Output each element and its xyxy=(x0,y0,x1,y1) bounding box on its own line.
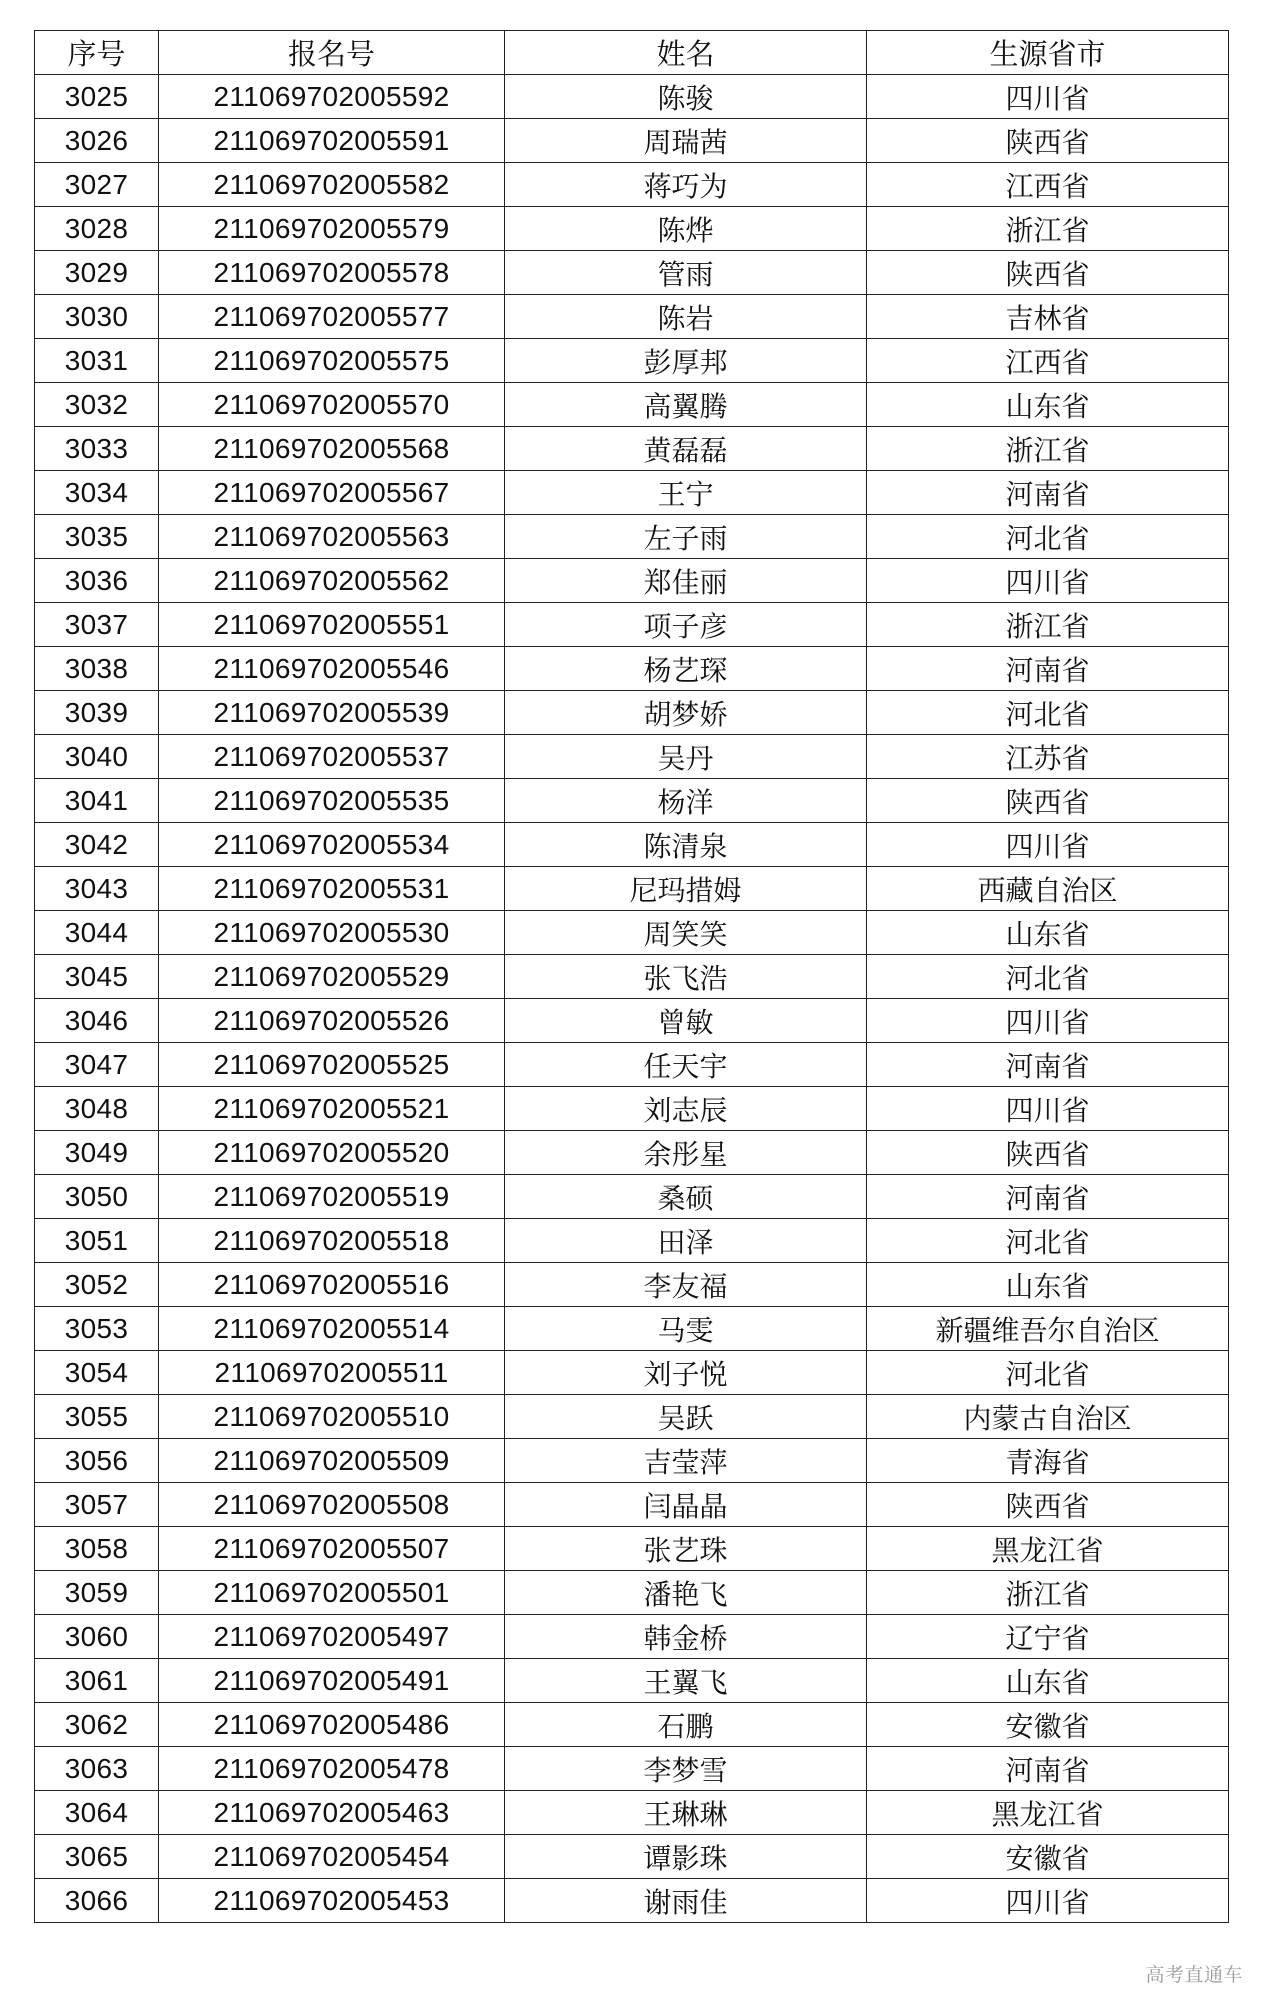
cell-seq: 3058 xyxy=(35,1527,159,1571)
cell-name: 任天宇 xyxy=(505,1043,867,1087)
cell-source-province: 四川省 xyxy=(867,999,1229,1043)
cell-registration-number: 211069702005511 xyxy=(159,1351,505,1395)
cell-registration-number: 211069702005546 xyxy=(159,647,505,691)
cell-name: 马雯 xyxy=(505,1307,867,1351)
cell-seq: 3032 xyxy=(35,383,159,427)
table-row xyxy=(35,1791,1229,1835)
cell-seq: 3060 xyxy=(35,1615,159,1659)
table-row xyxy=(35,1351,1229,1395)
cell-seq: 3064 xyxy=(35,1791,159,1835)
table-header-row xyxy=(35,31,1229,75)
cell-source-province: 河北省 xyxy=(867,515,1229,559)
table-row xyxy=(35,339,1229,383)
cell-source-province: 青海省 xyxy=(867,1439,1229,1483)
table-row xyxy=(35,1219,1229,1263)
table-row xyxy=(35,1043,1229,1087)
cell-name: 闫晶晶 xyxy=(505,1483,867,1527)
cell-registration-number: 211069702005567 xyxy=(159,471,505,515)
cell-source-province: 四川省 xyxy=(867,559,1229,603)
cell-name: 桑硕 xyxy=(505,1175,867,1219)
cell-source-province: 陕西省 xyxy=(867,1131,1229,1175)
cell-seq: 3059 xyxy=(35,1571,159,1615)
table-row xyxy=(35,515,1229,559)
admission-list-table-container xyxy=(34,30,1228,1923)
cell-registration-number: 211069702005478 xyxy=(159,1747,505,1791)
cell-name: 蒋巧为 xyxy=(505,163,867,207)
cell-seq: 3050 xyxy=(35,1175,159,1219)
table-row xyxy=(35,1747,1229,1791)
table-row xyxy=(35,383,1229,427)
cell-seq: 3063 xyxy=(35,1747,159,1791)
table-row xyxy=(35,163,1229,207)
table-row xyxy=(35,1571,1229,1615)
cell-seq: 3028 xyxy=(35,207,159,251)
table-row xyxy=(35,1131,1229,1175)
cell-name: 周笑笑 xyxy=(505,911,867,955)
cell-seq: 3061 xyxy=(35,1659,159,1703)
table-row xyxy=(35,823,1229,867)
cell-name: 彭厚邦 xyxy=(505,339,867,383)
cell-registration-number: 211069702005530 xyxy=(159,911,505,955)
cell-seq: 3043 xyxy=(35,867,159,911)
cell-name: 项子彦 xyxy=(505,603,867,647)
cell-registration-number: 211069702005453 xyxy=(159,1879,505,1923)
cell-seq: 3055 xyxy=(35,1395,159,1439)
table-row xyxy=(35,735,1229,779)
cell-name: 张飞浩 xyxy=(505,955,867,999)
admission-list-table xyxy=(34,30,1229,1923)
cell-source-province: 山东省 xyxy=(867,383,1229,427)
cell-seq: 3025 xyxy=(35,75,159,119)
cell-seq: 3029 xyxy=(35,251,159,295)
table-row xyxy=(35,1307,1229,1351)
cell-seq: 3051 xyxy=(35,1219,159,1263)
cell-registration-number: 211069702005525 xyxy=(159,1043,505,1087)
cell-registration-number: 211069702005507 xyxy=(159,1527,505,1571)
cell-registration-number: 211069702005562 xyxy=(159,559,505,603)
table-body xyxy=(35,75,1229,1923)
table-row xyxy=(35,1879,1229,1923)
cell-seq: 3038 xyxy=(35,647,159,691)
table-row xyxy=(35,1527,1229,1571)
cell-source-province: 河北省 xyxy=(867,1219,1229,1263)
header-seq: 序号 xyxy=(35,31,159,75)
cell-seq: 3039 xyxy=(35,691,159,735)
cell-source-province: 河南省 xyxy=(867,1747,1229,1791)
cell-name: 吉莹萍 xyxy=(505,1439,867,1483)
cell-seq: 3044 xyxy=(35,911,159,955)
cell-source-province: 浙江省 xyxy=(867,603,1229,647)
cell-seq: 3047 xyxy=(35,1043,159,1087)
cell-registration-number: 211069702005591 xyxy=(159,119,505,163)
cell-registration-number: 211069702005486 xyxy=(159,1703,505,1747)
table-row xyxy=(35,1395,1229,1439)
cell-registration-number: 211069702005535 xyxy=(159,779,505,823)
table-row xyxy=(35,251,1229,295)
cell-registration-number: 211069702005526 xyxy=(159,999,505,1043)
table-row xyxy=(35,75,1229,119)
cell-name: 黄磊磊 xyxy=(505,427,867,471)
cell-registration-number: 211069702005501 xyxy=(159,1571,505,1615)
cell-source-province: 浙江省 xyxy=(867,427,1229,471)
table-row xyxy=(35,119,1229,163)
table-row xyxy=(35,295,1229,339)
cell-name: 王宁 xyxy=(505,471,867,515)
cell-source-province: 辽宁省 xyxy=(867,1615,1229,1659)
table-row xyxy=(35,911,1229,955)
cell-source-province: 江西省 xyxy=(867,339,1229,383)
cell-source-province: 陕西省 xyxy=(867,1483,1229,1527)
header-source-province: 生源省市 xyxy=(867,31,1229,75)
cell-registration-number: 211069702005551 xyxy=(159,603,505,647)
table-row xyxy=(35,427,1229,471)
table-header xyxy=(35,31,1229,75)
cell-name: 李友福 xyxy=(505,1263,867,1307)
cell-name: 陈清泉 xyxy=(505,823,867,867)
cell-name: 陈烨 xyxy=(505,207,867,251)
cell-seq: 3035 xyxy=(35,515,159,559)
cell-source-province: 江西省 xyxy=(867,163,1229,207)
cell-registration-number: 211069702005520 xyxy=(159,1131,505,1175)
cell-seq: 3046 xyxy=(35,999,159,1043)
cell-name: 杨艺琛 xyxy=(505,647,867,691)
table-row xyxy=(35,1439,1229,1483)
table-row xyxy=(35,1175,1229,1219)
cell-source-province: 河南省 xyxy=(867,647,1229,691)
cell-source-province: 四川省 xyxy=(867,75,1229,119)
cell-name: 石鹏 xyxy=(505,1703,867,1747)
cell-source-province: 陕西省 xyxy=(867,779,1229,823)
table-row xyxy=(35,1483,1229,1527)
table-row xyxy=(35,1263,1229,1307)
cell-source-province: 四川省 xyxy=(867,823,1229,867)
cell-source-province: 江苏省 xyxy=(867,735,1229,779)
cell-source-province: 新疆维吾尔自治区 xyxy=(867,1307,1229,1351)
cell-registration-number: 211069702005579 xyxy=(159,207,505,251)
cell-registration-number: 211069702005563 xyxy=(159,515,505,559)
cell-registration-number: 211069702005531 xyxy=(159,867,505,911)
cell-source-province: 河南省 xyxy=(867,471,1229,515)
cell-source-province: 山东省 xyxy=(867,911,1229,955)
cell-seq: 3042 xyxy=(35,823,159,867)
cell-name: 尼玛措姆 xyxy=(505,867,867,911)
cell-registration-number: 211069702005510 xyxy=(159,1395,505,1439)
table-row xyxy=(35,603,1229,647)
cell-registration-number: 211069702005514 xyxy=(159,1307,505,1351)
cell-name: 王琳琳 xyxy=(505,1791,867,1835)
cell-seq: 3036 xyxy=(35,559,159,603)
cell-seq: 3066 xyxy=(35,1879,159,1923)
header-registration-number: 报名号 xyxy=(159,31,505,75)
header-name: 姓名 xyxy=(505,31,867,75)
cell-source-province: 浙江省 xyxy=(867,1571,1229,1615)
cell-source-province: 安徽省 xyxy=(867,1835,1229,1879)
cell-name: 管雨 xyxy=(505,251,867,295)
table-row xyxy=(35,207,1229,251)
table-row xyxy=(35,1659,1229,1703)
cell-registration-number: 211069702005577 xyxy=(159,295,505,339)
cell-registration-number: 211069702005516 xyxy=(159,1263,505,1307)
table-row xyxy=(35,471,1229,515)
cell-source-province: 山东省 xyxy=(867,1263,1229,1307)
cell-seq: 3048 xyxy=(35,1087,159,1131)
cell-name: 余彤星 xyxy=(505,1131,867,1175)
cell-source-province: 黑龙江省 xyxy=(867,1791,1229,1835)
cell-source-province: 河北省 xyxy=(867,1351,1229,1395)
cell-registration-number: 211069702005575 xyxy=(159,339,505,383)
cell-source-province: 河南省 xyxy=(867,1043,1229,1087)
watermark-text: 高考直通车 xyxy=(1145,1964,1243,1986)
table-row xyxy=(35,955,1229,999)
cell-source-province: 吉林省 xyxy=(867,295,1229,339)
cell-registration-number: 211069702005529 xyxy=(159,955,505,999)
cell-registration-number: 211069702005508 xyxy=(159,1483,505,1527)
cell-name: 左子雨 xyxy=(505,515,867,559)
cell-name: 谢雨佳 xyxy=(505,1879,867,1923)
cell-name: 周瑞茜 xyxy=(505,119,867,163)
cell-seq: 3033 xyxy=(35,427,159,471)
table-row xyxy=(35,647,1229,691)
cell-seq: 3052 xyxy=(35,1263,159,1307)
cell-name: 吴跃 xyxy=(505,1395,867,1439)
cell-registration-number: 211069702005534 xyxy=(159,823,505,867)
cell-registration-number: 211069702005539 xyxy=(159,691,505,735)
cell-name: 潘艳飞 xyxy=(505,1571,867,1615)
cell-registration-number: 211069702005509 xyxy=(159,1439,505,1483)
cell-source-province: 山东省 xyxy=(867,1659,1229,1703)
cell-registration-number: 211069702005521 xyxy=(159,1087,505,1131)
cell-source-province: 安徽省 xyxy=(867,1703,1229,1747)
cell-name: 张艺珠 xyxy=(505,1527,867,1571)
cell-source-province: 四川省 xyxy=(867,1879,1229,1923)
table-row xyxy=(35,999,1229,1043)
cell-name: 谭影珠 xyxy=(505,1835,867,1879)
cell-seq: 3030 xyxy=(35,295,159,339)
cell-source-province: 浙江省 xyxy=(867,207,1229,251)
cell-seq: 3049 xyxy=(35,1131,159,1175)
cell-source-province: 河北省 xyxy=(867,691,1229,735)
cell-seq: 3065 xyxy=(35,1835,159,1879)
cell-seq: 3037 xyxy=(35,603,159,647)
cell-seq: 3054 xyxy=(35,1351,159,1395)
cell-name: 郑佳丽 xyxy=(505,559,867,603)
table-row xyxy=(35,1703,1229,1747)
cell-registration-number: 211069702005454 xyxy=(159,1835,505,1879)
cell-seq: 3056 xyxy=(35,1439,159,1483)
cell-source-province: 河南省 xyxy=(867,1175,1229,1219)
cell-source-province: 内蒙古自治区 xyxy=(867,1395,1229,1439)
cell-seq: 3057 xyxy=(35,1483,159,1527)
cell-name: 曾敏 xyxy=(505,999,867,1043)
table-row xyxy=(35,1835,1229,1879)
cell-registration-number: 211069702005578 xyxy=(159,251,505,295)
cell-name: 刘子悦 xyxy=(505,1351,867,1395)
cell-name: 李梦雪 xyxy=(505,1747,867,1791)
cell-seq: 3031 xyxy=(35,339,159,383)
cell-name: 陈岩 xyxy=(505,295,867,339)
cell-seq: 3034 xyxy=(35,471,159,515)
cell-registration-number: 211069702005592 xyxy=(159,75,505,119)
cell-seq: 3027 xyxy=(35,163,159,207)
table-row xyxy=(35,1615,1229,1659)
cell-source-province: 河北省 xyxy=(867,955,1229,999)
cell-seq: 3062 xyxy=(35,1703,159,1747)
cell-registration-number: 211069702005537 xyxy=(159,735,505,779)
cell-registration-number: 211069702005518 xyxy=(159,1219,505,1263)
cell-source-province: 四川省 xyxy=(867,1087,1229,1131)
table-row xyxy=(35,779,1229,823)
table-row xyxy=(35,867,1229,911)
cell-name: 韩金桥 xyxy=(505,1615,867,1659)
cell-registration-number: 211069702005519 xyxy=(159,1175,505,1219)
cell-name: 吴丹 xyxy=(505,735,867,779)
table-row xyxy=(35,559,1229,603)
cell-name: 胡梦娇 xyxy=(505,691,867,735)
cell-registration-number: 211069702005568 xyxy=(159,427,505,471)
cell-name: 高翼腾 xyxy=(505,383,867,427)
cell-name: 刘志辰 xyxy=(505,1087,867,1131)
cell-registration-number: 211069702005491 xyxy=(159,1659,505,1703)
cell-seq: 3026 xyxy=(35,119,159,163)
cell-name: 王翼飞 xyxy=(505,1659,867,1703)
cell-seq: 3040 xyxy=(35,735,159,779)
cell-registration-number: 211069702005463 xyxy=(159,1791,505,1835)
cell-source-province: 西藏自治区 xyxy=(867,867,1229,911)
table-row xyxy=(35,1087,1229,1131)
table-row xyxy=(35,691,1229,735)
cell-name: 陈骏 xyxy=(505,75,867,119)
cell-source-province: 黑龙江省 xyxy=(867,1527,1229,1571)
cell-name: 杨洋 xyxy=(505,779,867,823)
cell-seq: 3045 xyxy=(35,955,159,999)
cell-registration-number: 211069702005497 xyxy=(159,1615,505,1659)
cell-registration-number: 211069702005570 xyxy=(159,383,505,427)
cell-seq: 3041 xyxy=(35,779,159,823)
cell-source-province: 陕西省 xyxy=(867,119,1229,163)
cell-seq: 3053 xyxy=(35,1307,159,1351)
cell-name: 田泽 xyxy=(505,1219,867,1263)
cell-registration-number: 211069702005582 xyxy=(159,163,505,207)
cell-source-province: 陕西省 xyxy=(867,251,1229,295)
